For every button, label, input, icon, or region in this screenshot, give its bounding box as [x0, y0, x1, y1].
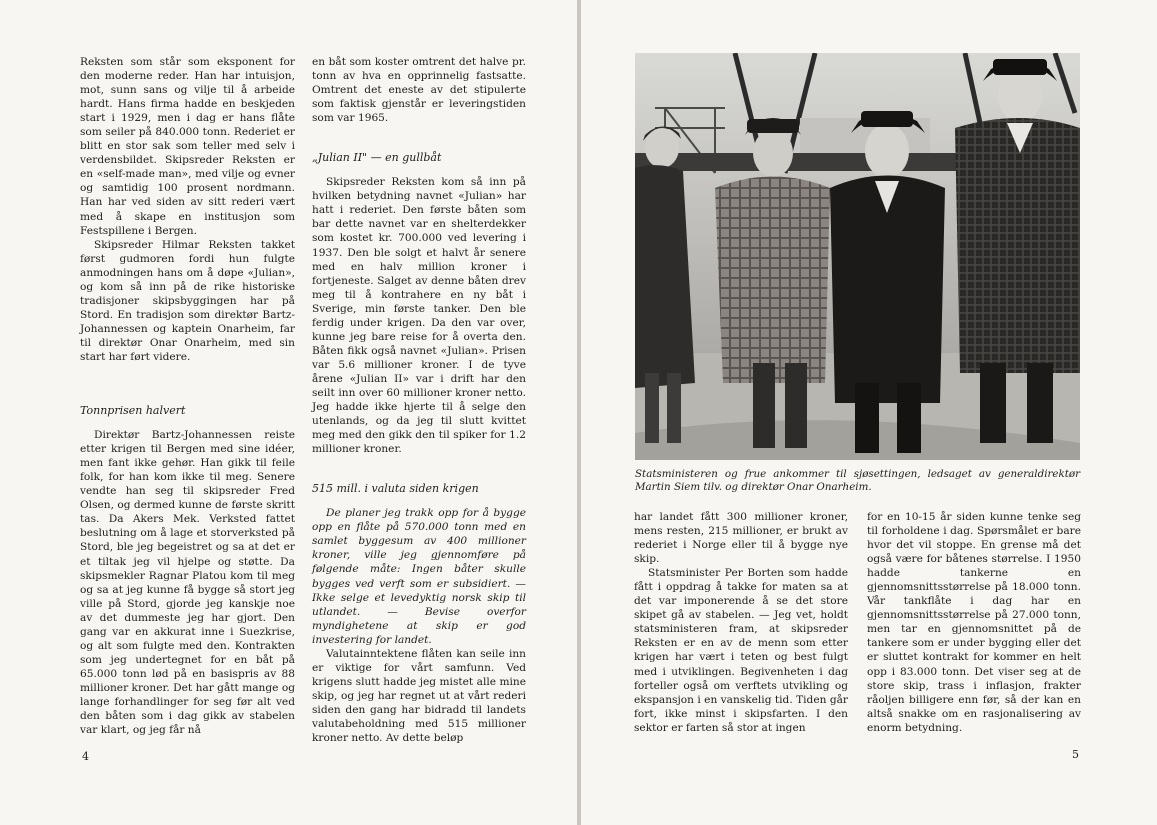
right-column-1 [634, 510, 848, 735]
right-page [581, 0, 1157, 825]
paragraph: De planer jeg trakk opp for å bygge opp en flåte på 570.000 tonn med en samlet byggesum av 400 millioner kroner, ville jeg gjennomføre på følgende måte: Ingen båter skulle bygges ved verft som er subsidiert. — Ikke selge et levedyktig norsk skip til utlandet. — Bevise overfor myndighetene at skip er god investering for landet. [312, 507, 526, 646]
section-heading-tonnprisen: Tonnprisen halvert [80, 404, 186, 418]
section-heading-julian: „Julian II" — en gullbåt [312, 151, 442, 165]
left-column-1 [80, 55, 295, 737]
left-page [0, 0, 577, 825]
page-number: 5 [1072, 748, 1079, 761]
section-heading-valuta: 515 mill. i valuta siden krigen [312, 482, 479, 496]
photo [635, 53, 1080, 460]
paragraph: Skipsreder Hilmar Reksten takket først gudmoren fordi hun fulgte anmodningen hans om å døpe «Julian», og kom så inn på de rike historiske tradisjoner skipsbyggingen har på Stord. En tradisjon som direktør Bartz-Johannessen og kaptein Onarheim, far til direktør Onar Onarheim, med sin start har ført videre. [80, 238, 295, 363]
photo-caption: Statsministeren og frue ankommer til sjøsettingen, ledsaget av generaldirektør Martin Siem tilv. og direktør Onar Onarheim. [635, 468, 1080, 493]
paragraph: for en 10-15 år siden kunne tenke seg til forholdene i dag. Spørsmålet er bare hvor det vil stoppe. En grense må det også være for båtenes størrelse. I 1950 hadde tankerne en gjennomsnittsstørrelse på 18.000 tonn. Vår tankflåte i dag har en gjennomsnittsstørrelse på 27.000 tonn, men tar en gjennomsnittet på de tankere som er under bygging eller det er sluttet kontrakt for kommer en helt opp i 83.000 tonn. Det viser seg at de store skip, trass i inflasjon, frakter råoljen billigere enn før, så der kan en altså snakke om en rasjonalisering av enorm betydning. [867, 511, 1081, 734]
paragraph: en båt som koster omtrent det halve pr. tonn av hva en opprinnelig fastsatte. Omtrent det eneste av det stipulerte som faktisk gjenstår er leveringstiden som var 1965. [312, 56, 526, 125]
paragraph: har landet fått 300 millioner kroner, mens resten, 215 millioner, er brukt av rederiet i Norge eller til å bygge nye skip. [634, 511, 848, 566]
page-number: 4 [82, 750, 89, 763]
paragraph: Statsminister Per Borten som hadde fått i oppdrag å takke for maten sa at det var imponerende å se det store skipet gå av stabelen. — Jeg vet, holdt statsministeren fram, at skipsreder Reksten er en av de menn som etter krigen har vært i teten og best fulgt med i utviklingen. Begivenheten i dag forteller også om verftets utvikling og ekspansjon i en vanskelig tid. Tiden går fort, ikke minst i skipsfarten. I den sektor er farten så stor at ingen [634, 567, 848, 734]
right-column-2 [867, 510, 1081, 735]
paragraph: Reksten som står som eksponent for den moderne reder. Han har intuisjon, mot, sunn sans og vilje til å arbeide hardt. Hans firma hadde en beskjeden start i 1929, men i dag er hans flåte som seiler på 840.000 tonn. Rederiet er blitt en stor sak som teller med selv i verdensbildet. Skipsreder Reksten er en «self-made man», med vilje og evner og samtidig 100 prosent nordmann. Han har ved siden av sitt rederi vært med å skape en institusjon som Festspillene i Bergen. [80, 56, 295, 237]
photo-illustration [635, 53, 1080, 460]
left-column-2 [312, 55, 526, 745]
paragraph: Valutainntektene flåten kan seile inn er viktige for vårt samfunn. Ved krigens slutt hadde jeg mistet alle mine skip, og jeg har regnet ut at vårt rederi siden den gang har bidradd til landets valutabeholdning med 515 millioner kroner netto. Av dette beløp [312, 647, 526, 745]
paragraph: Direktør Bartz-Johannessen reiste etter krigen til Bergen med sine idéer, men fant ikke gehør. Han gikk til feile folk, for han kom ikke til meg. Senere vendte han seg til skipsreder Fred Olsen, og dermed kunne de første skritt tas. Da Akers Mek. Verksted fattet beslutning om å lage et storverksted på Stord, ble jeg begeistret og sa at det er et tiltak jeg vil hjelpe og støtte. Da skipsmekler Ragnar Platou kom til meg og sa at jeg kunne få bygge så stort jeg ville på Stord, gjorde jeg kanskje noe av det dummeste jeg har gjort. Den gang var en akkurat inne i Suezkrise, og alt som fulgte med den. Kontrakten som jeg undertegnet for en båt på 65.000 tonn lød på en basispris av 88 millioner kroner. Det har gått mange og lange forhandlinger for seg før alt ved den båten som i dag gikk av stabelen var klart, og jeg får nå [80, 429, 295, 737]
paragraph: Skipsreder Reksten kom så inn på hvilken betydning navnet «Julian» har hatt i rederiet. Den første båten som bar dette navnet var en shelterdekker som kostet kr. 700.000 ved levering i 1937. Den ble solgt et halvt år senere med en halv million kroner i fortjeneste. Salget av denne båten drev meg til å kontrahere en ny båt i Sverige, min første tanker. Den ble ferdig under krigen. Da den var over, kunne jeg bare reise for å overta den. Båten fikk også navnet «Julian». Prisen var 5.6 millioner kroner. I de tyve årene «Julian II» var i drift har den seilt inn over 60 millioner kroner netto. Jeg hadde ikke hjerte til å selge den utenlands, og da jeg til slutt kvittet meg med den gikk den til spiker for 1.2 millioner kroner. [312, 176, 526, 456]
